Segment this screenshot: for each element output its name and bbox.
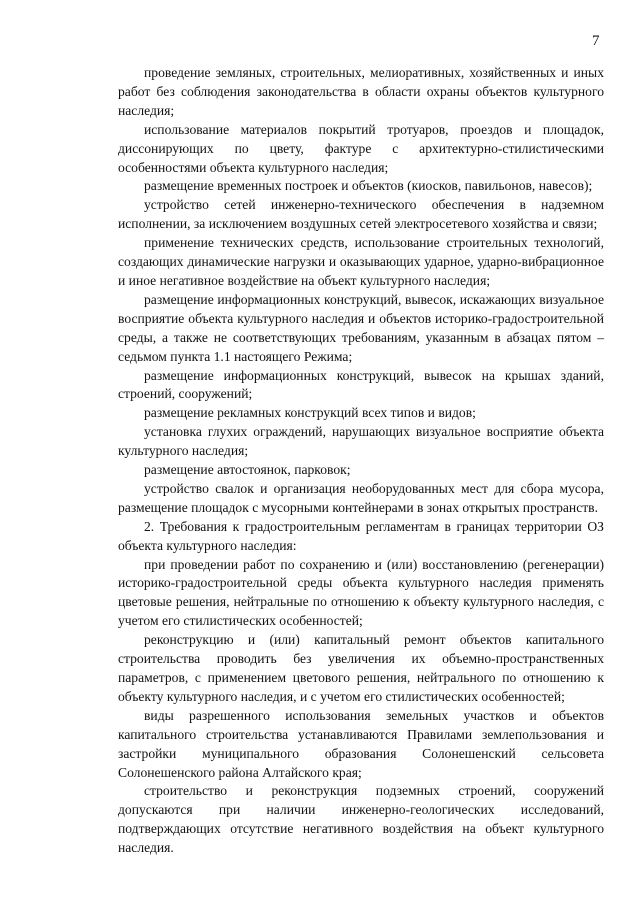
document-body: [118, 64, 604, 858]
paragraph-information-structures: размещение информационных конструкций, вывесок, искажающих визуальное восприятие объекта культурного наследия и объектов историко-градостроительной среды, а также не соответствующих требованиям, указанным в абзацах пятом – седьмом пункта 1.1 настоящего Режима;: [118, 291, 604, 364]
paragraph-temporary-buildings: размещение временных построек и объектов (киосков, павильонов, навесов);: [144, 178, 593, 194]
paragraph-utility-networks: устройство сетей инженерно-технического обеспечения в надземном исполнении, за исключением воздушных сетей электросетевого хозяйства и связи;: [118, 197, 604, 232]
paragraph-technical-means: применение технических средств, использование строительных технологий, создающих динамические нагрузки и оказывающих ударное, ударно-вибрационное и иное негативное воздействие на объект культурного наследия;: [118, 235, 604, 288]
paragraph-color-solutions: при проведении работ по сохранению и (или) восстановлению (регенерации) историко-градостроительной среды объекта культурного наследия применять цветовые решения, нейтральные по отношению к объекту культурного наследия, с учетом его стилистических особенностей;: [118, 556, 604, 629]
paragraph-underground: строительство и реконструкция подземных строений, сооружений допускаются при наличии инженерно-геологических исследований, подтверждающих отсутствие негативного воздействия на объект культурного наследия.: [118, 783, 604, 856]
paragraph-coverings: использование материалов покрытий тротуаров, проездов и площадок, диссонирующих по цвету, фактуре с архитектурно-стилистическими особенностями объекта культурного наследия;: [118, 121, 604, 175]
paragraph-waste: устройство свалок и организация необорудованных мест для сбора мусора, размещение площадок с мусорными контейнерами в зонах открытых пространств.: [118, 480, 604, 515]
paragraph-earthworks: проведение земляных, строительных, мелиоративных, хозяйственных и иных работ без соблюдения законодательства в области охраны объектов культурного наследия;: [118, 65, 604, 118]
paragraph-roof-signs: размещение информационных конструкций, вывесок на крышах зданий, строений, сооружений;: [118, 367, 604, 402]
page-number: 7: [592, 33, 600, 49]
paragraph-parking: размещение автостоянок, парковок;: [144, 462, 351, 478]
paragraph-reconstruction: реконструкцию и (или) капитальный ремонт объектов капитального строительства проводить без увеличения их объемно-пространственных параметров, с применением цветового решения, нейтрального по отношению к объекту культурного наследия, и с учетом его стилистических особенностей;: [118, 632, 604, 704]
paragraph-section-2-heading: 2. Требования к градостроительным регламентам в границах территории ОЗ объекта культурного наследия:: [118, 518, 604, 553]
paragraph-permitted-use: виды разрешенного использования земельных участков и объектов капитального строительства устанавливаются Правилами землепользования и застройки муниципального образования Солонешенский сельсовета Солонешенского района Алтайского края;: [118, 707, 604, 780]
paragraph-advertising: размещение рекламных конструкций всех типов и видов;: [144, 405, 476, 421]
paragraph-fences: установка глухих ограждений, нарушающих визуальное восприятие объекта культурного наследия;: [118, 424, 604, 459]
